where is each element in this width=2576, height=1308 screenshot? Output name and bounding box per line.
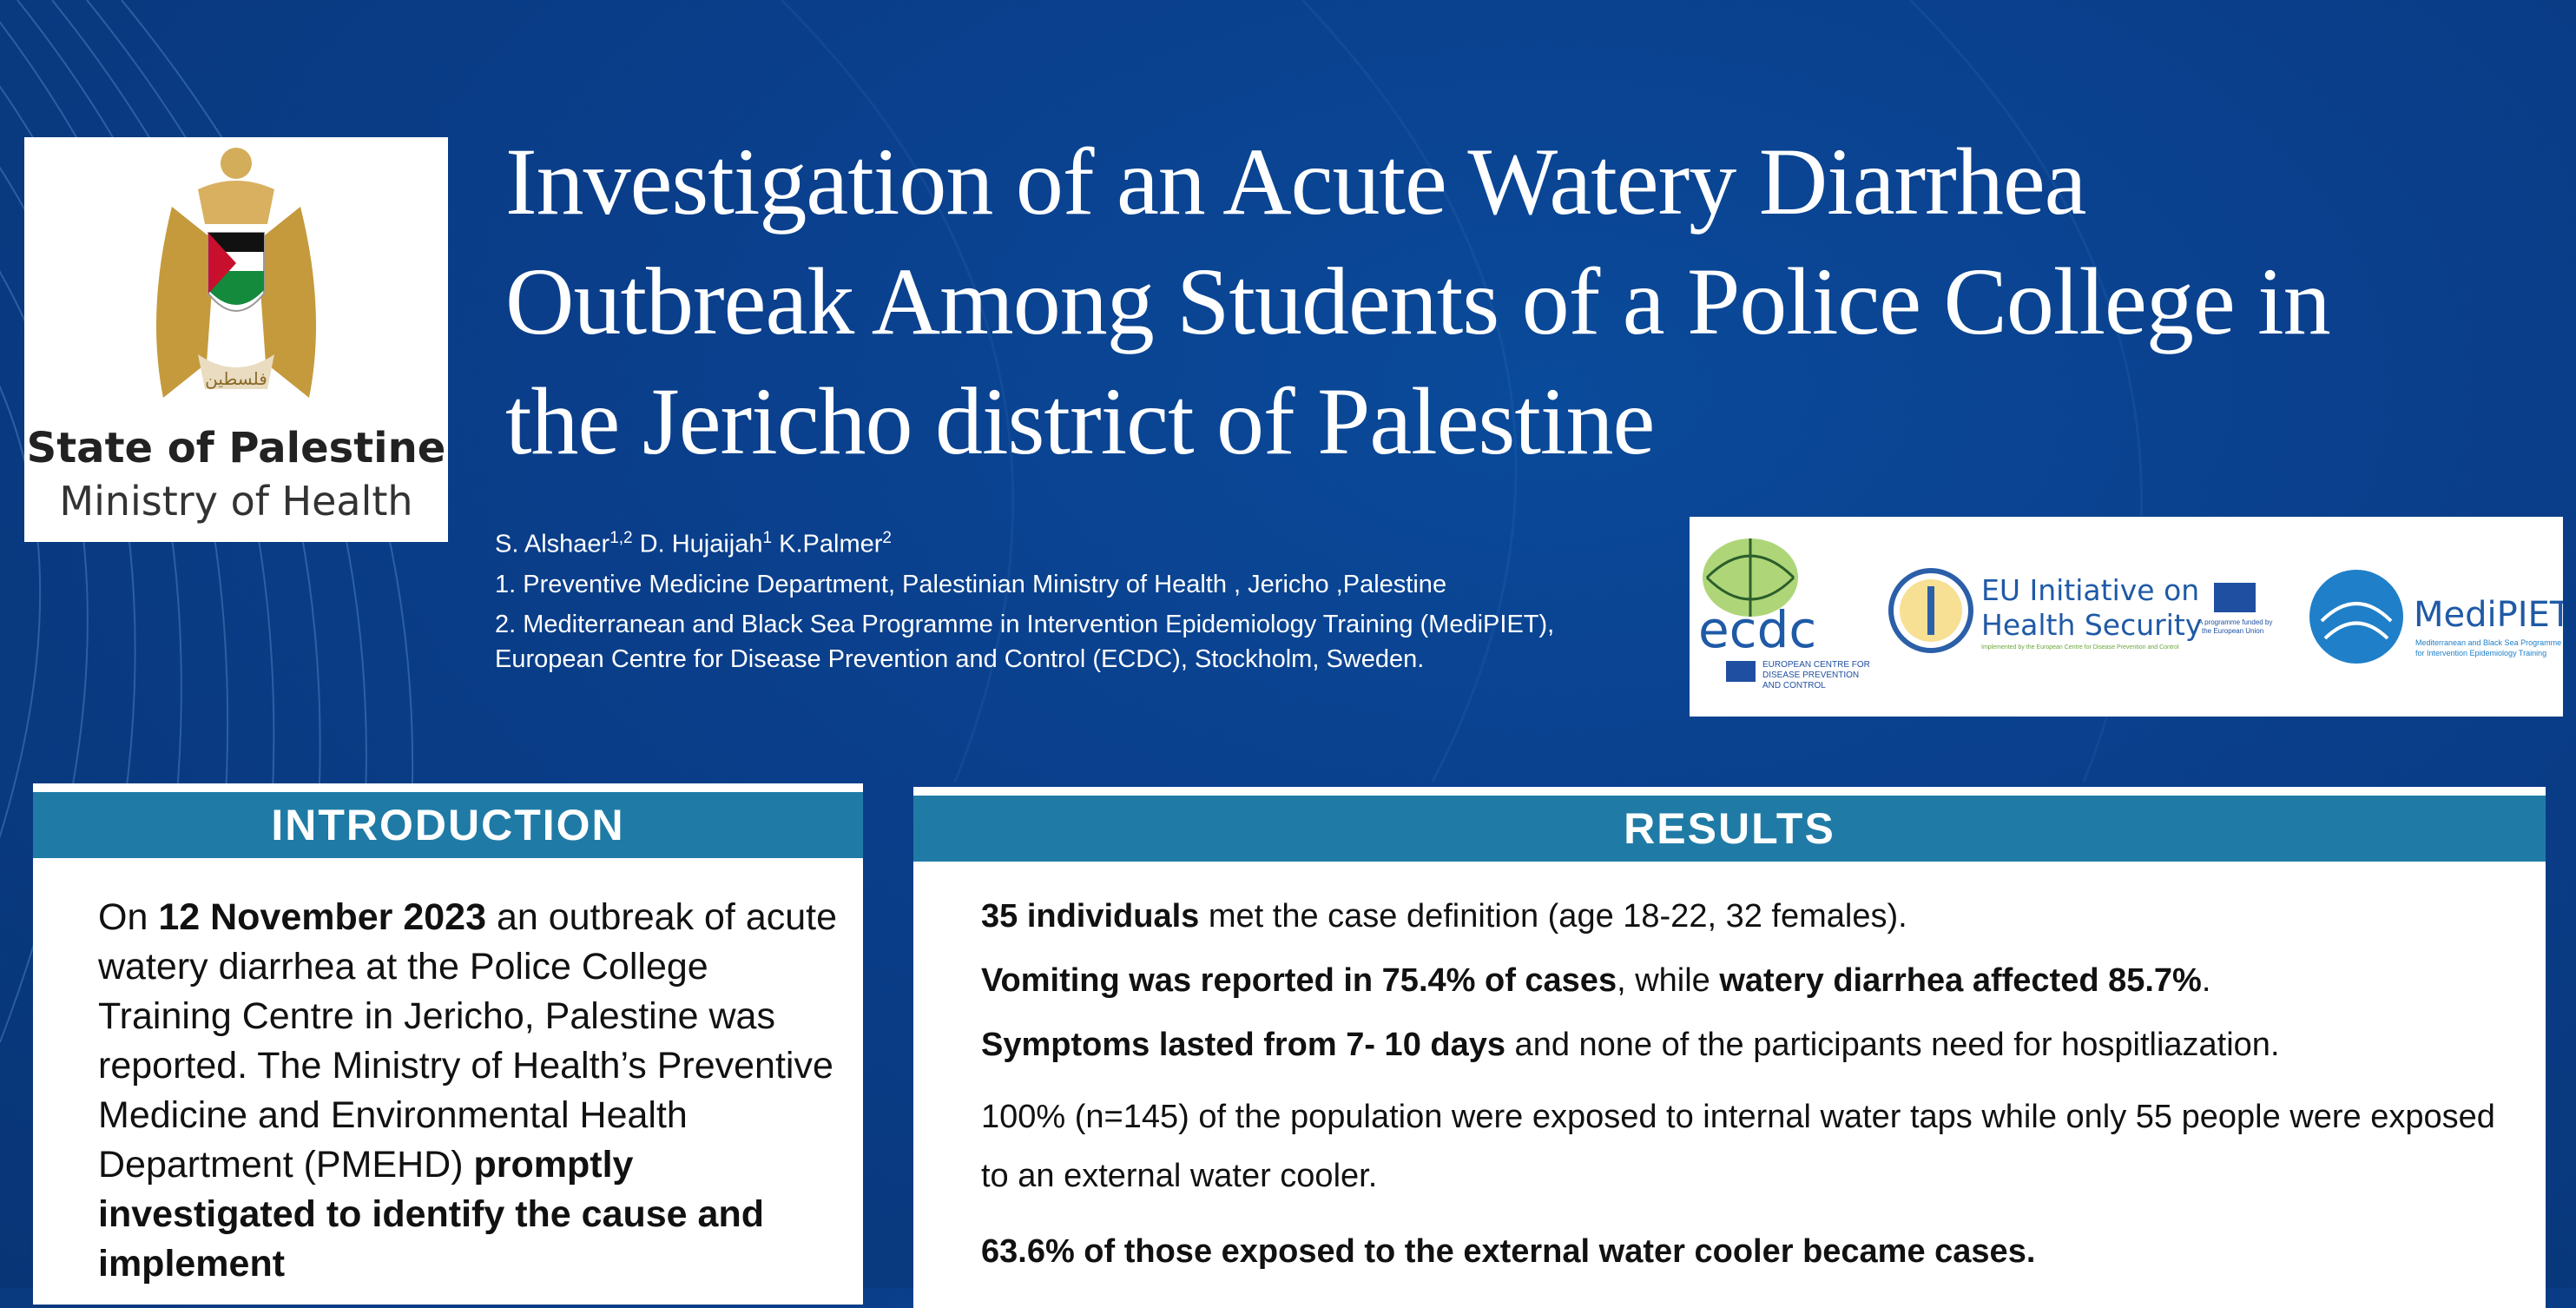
partner-logos [1690, 517, 2563, 717]
svg-text:EU Initiative on: EU Initiative on [1981, 573, 2200, 607]
results-text [981, 895, 2509, 1273]
result-duration: Symptoms lasted from 7- 10 days and none of the participants need for hospitliazation. [981, 1027, 2280, 1063]
svg-text:AND CONTROL: AND CONTROL [1762, 681, 1826, 690]
svg-text:فلسطين: فلسطين [205, 368, 267, 389]
medipiet-logo [2309, 570, 2563, 664]
result-exposure: 100% (n=145) of the population were exposed to internal water taps while only 55 people were exposed to an external water cooler. [981, 1099, 2495, 1194]
svg-text:Health Security: Health Security [1981, 608, 2203, 642]
introduction-heading: INTRODUCTION [33, 792, 863, 858]
svg-text:A programme funded by: A programme funded by [2198, 618, 2273, 626]
eagle-emblem-icon [137, 137, 335, 415]
poster-title [505, 122, 2502, 481]
ministry-name: Ministry of Health [59, 478, 413, 525]
svg-text:Implemented by the European Ce: Implemented by the European Centre for Disease Prevention and Control [1981, 644, 2179, 651]
svg-text:EUROPEAN CENTRE FOR: EUROPEAN CENTRE FOR [1762, 660, 1870, 670]
state-name: State of Palestine [26, 424, 446, 472]
title-line-2: Outbreak Among Students of a Police College in [505, 248, 2330, 354]
title-line-3: the Jericho district of Palestine [505, 368, 1655, 474]
affiliation-1: 1. Preventive Medicine Department, Palestinian Ministry of Health , Jericho ,Palestine [495, 570, 1447, 598]
authors-block [495, 521, 1624, 682]
title-line-1: Investigation of an Acute Watery Diarrhea [505, 129, 2086, 235]
svg-text:MediPIET: MediPIET [2414, 595, 2563, 635]
eu-health-security-logo [1891, 571, 2272, 651]
result-symptoms: Vomiting was reported in 75.4% of cases, while watery diarrhea affected 85.7%. [981, 962, 2211, 999]
affiliation-2: 2. Mediterranean and Black Sea Programme in Intervention Epidemiology Training (MediPIET), European Centre for Disease Prevention and Control (ECDC), Stockholm, Sweden. [495, 610, 1555, 673]
author-list: S. Alshaer$^{1,2}$ D. Hujaijah$^1$ K.Palmer$^2$ [495, 529, 892, 558]
result-cases: 35 individuals met the case definition (age 18-22, 32 females). [981, 898, 1907, 935]
svg-text:Mediterranean and Black Sea Pr: Mediterranean and Black Sea Programme [2415, 638, 2562, 647]
svg-text:the European Union: the European Union [2202, 627, 2264, 635]
partner-logos-graphic [1690, 517, 2563, 717]
svg-text:for Intervention Epidemiology: for Intervention Epidemiology Training [2415, 649, 2547, 657]
svg-text:DISEASE PREVENTION: DISEASE PREVENTION [1762, 671, 1860, 680]
introduction-text: On 12 November 2023 an outbreak of acute watery diarrhea at the Police College Training Centre in Jericho, Palestine was reported. The Ministry of Health’s Preventive Medicine and Environmental Health Department (PMEHD) promptly investigated to identify the cause and implement [98, 896, 838, 1285]
results-heading: RESULTS [913, 796, 2546, 862]
svg-text:ecdc: ecdc [1698, 600, 1817, 659]
result-attack-rate: 63.6% of those exposed to the external water cooler became cases. [981, 1233, 2036, 1270]
ministry-logo [24, 137, 448, 542]
ecdc-logo [1698, 538, 1870, 690]
results-panel [913, 787, 2546, 1308]
introduction-panel [33, 783, 863, 1305]
